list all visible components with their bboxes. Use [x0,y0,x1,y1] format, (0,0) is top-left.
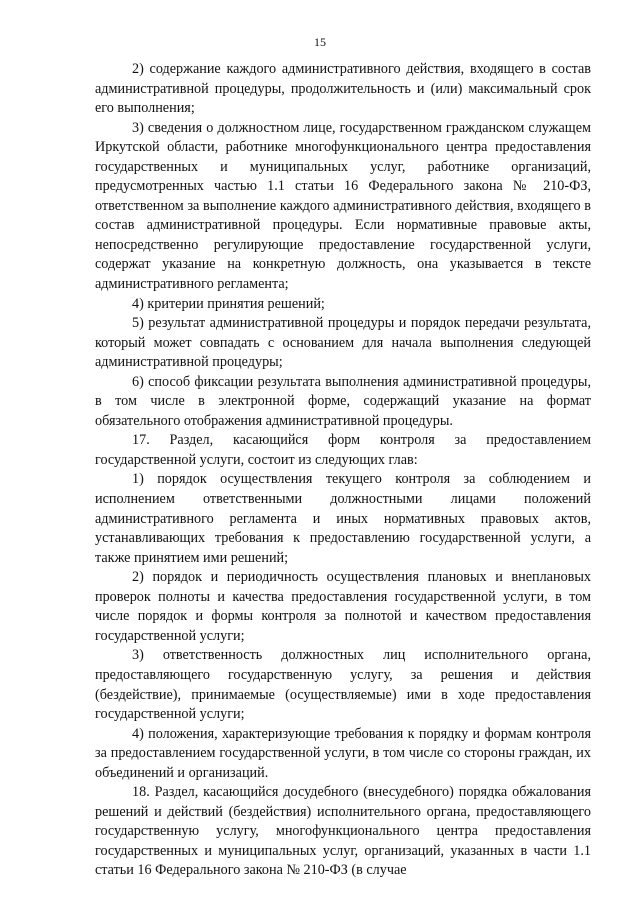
paragraph-section-17: 17. Раздел, касающийся форм контроля за предоставлением государственной услуги, состоит из следующих глав: [95,432,591,468]
document-body [95,60,591,881]
paragraph-item-4: 4) критерии принятия решений; [132,295,325,312]
paragraph-17-item-1: 1) порядок осуществления текущего контроля за соблюдением и исполнением ответственными должностными лицами положений административного регламента и иных нормативных правовых актов, устанавливающих требования к предоставлению государственной услуги, а также принятием ими решений; [95,471,591,566]
paragraph-section-18: 18. Раздел, касающийся досудебного (внесудебного) порядка обжалования решений и действий (бездействия) исполнительного органа, предоставляющего государственную услугу, многофункционального центра предоставления государственных и муниципальных услуг, организаций, указанных в части 1.1 статьи 16 Федерального закона № 210-ФЗ (в случае [95,784,591,879]
paragraph-item-5: 5) результат административной процедуры и порядок передачи результата, который может совпадать с основанием для начала выполнения следующей административной процедуры; [95,315,591,371]
paragraph-item-2: 2) содержание каждого административного действия, входящего в состав административной процедуры, продолжительность и (или) максимальный срок его выполнения; [95,61,591,117]
page-number: 15 [314,35,326,49]
paragraph-17-item-3: 3) ответственность должностных лиц исполнительного органа, предоставляющего государственную услугу, за решения и действия (бездействие), принимаемые (осуществляемые) ими в ходе предоставления государственной услуги; [95,647,591,723]
paragraph-item-6: 6) способ фиксации результата выполнения административной процедуры, в том числе в электронной форме, содержащий указание на формат обязательного отображения административной процедуры. [95,373,591,429]
paragraph-17-item-4: 4) положения, характеризующие требования к порядку и формам контроля за предоставлением государственной услуги, в том числе со стороны граждан, их объединений и организаций. [95,725,591,781]
paragraph-item-3: 3) сведения о должностном лице, государственном гражданском служащем Иркутской области, работнике многофункционального центра предоставления государственных и муниципальных услуг, работнике организаций, предусмотренных частью 1.1 статьи 16 Федерального закона № 210-ФЗ, ответственном за выполнение каждого административного действия, входящего в состав административной процедуры. Если нормативные правовые акты, непосредственно регулирующие предоставление государственной услуги, содержат указание на конкретную должность, она указывается в тексте административного регламента; [95,119,591,293]
paragraph-17-item-2: 2) порядок и периодичность осуществления плановых и внеплановых проверок полноты и качества предоставления государственной услуги, в том числе порядок и формы контроля за полнотой и качеством предоставления государственной услуги; [95,569,591,644]
